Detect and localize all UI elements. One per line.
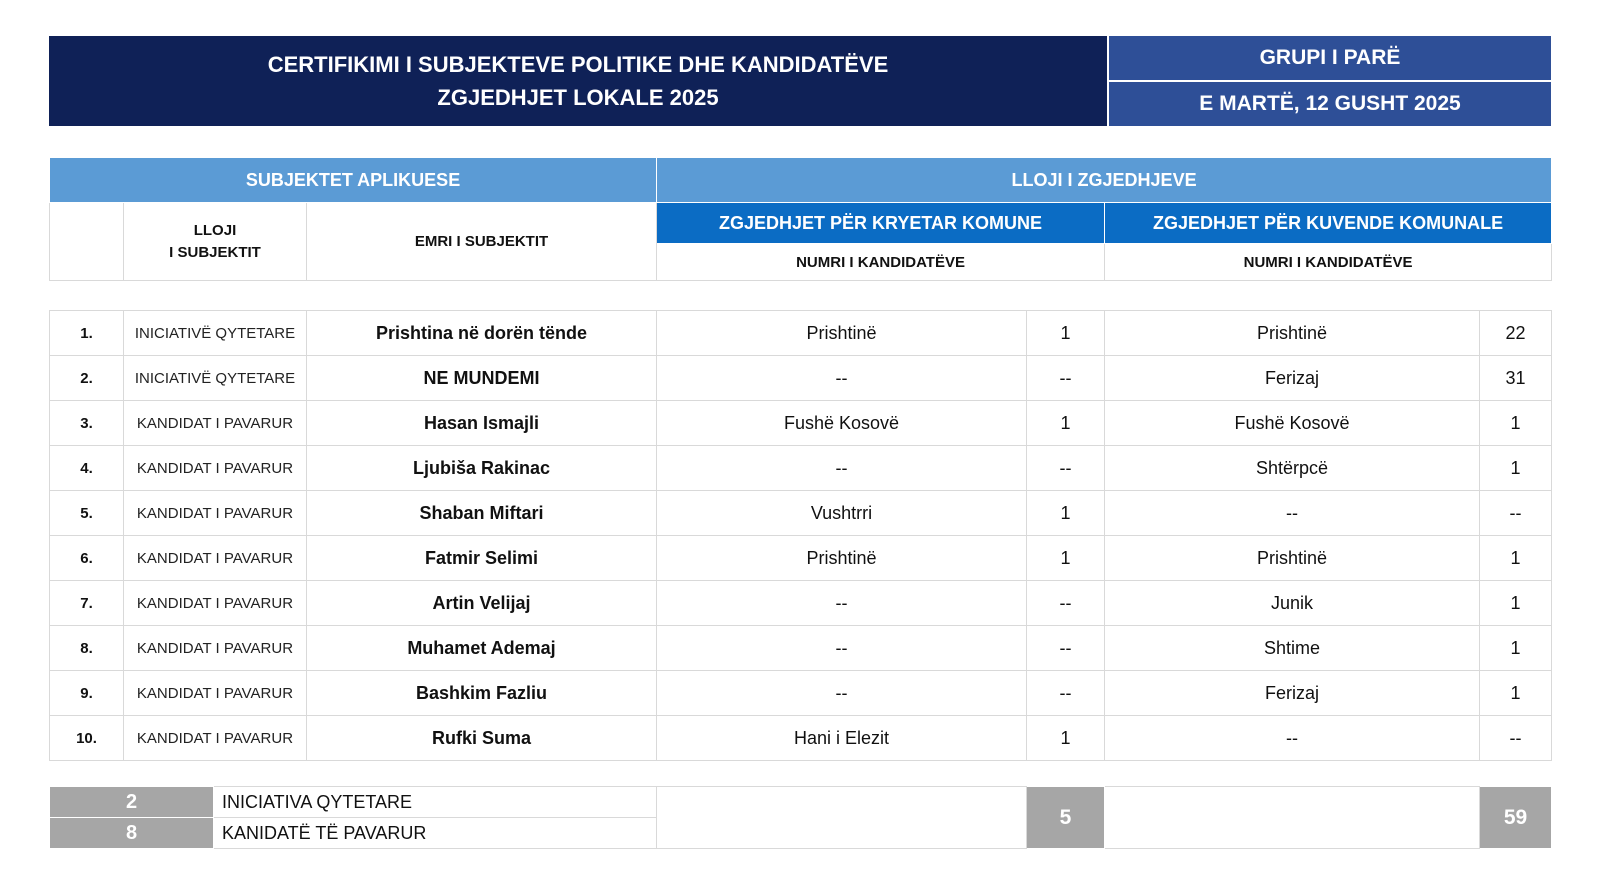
row-mayor-municipality: -- <box>657 581 1027 626</box>
table-row <box>50 626 1552 671</box>
mayor-total: 5 <box>1027 787 1105 849</box>
row-mayor-count: 1 <box>1027 311 1105 356</box>
initiatives-label: INICIATIVA QYTETARE <box>214 787 657 818</box>
election-type-header: LLOJI I ZGJEDHJEVE <box>657 158 1552 203</box>
row-mayor-count: 1 <box>1027 716 1105 761</box>
row-subject-name: Muhamet Ademaj <box>307 626 657 671</box>
row-assembly-municipality: Fushë Kosovë <box>1105 401 1480 446</box>
row-subject-type: KANDIDAT I PAVARUR <box>124 626 307 671</box>
independents-count: 8 <box>50 818 214 849</box>
row-assembly-municipality: Prishtinë <box>1105 536 1480 581</box>
row-subject-name: Rufki Suma <box>307 716 657 761</box>
row-number: 6. <box>50 536 124 581</box>
row-mayor-municipality: Prishtinë <box>657 311 1027 356</box>
row-subject-type: KANDIDAT I PAVARUR <box>124 716 307 761</box>
row-subject-name: Shaban Miftari <box>307 491 657 536</box>
table-row <box>50 671 1552 716</box>
row-mayor-count: -- <box>1027 581 1105 626</box>
row-assembly-count: -- <box>1480 716 1552 761</box>
row-number: 3. <box>50 401 124 446</box>
group-date-block <box>1109 36 1551 126</box>
row-subject-type: INICIATIVË QYTETARE <box>124 311 307 356</box>
row-number: 10. <box>50 716 124 761</box>
row-assembly-municipality: Shtime <box>1105 626 1480 671</box>
row-number: 4. <box>50 446 124 491</box>
assembly-total: 59 <box>1480 787 1552 849</box>
row-assembly-municipality: -- <box>1105 491 1480 536</box>
row-assembly-count: 22 <box>1480 311 1552 356</box>
table-row <box>50 356 1552 401</box>
number-header <box>50 203 124 281</box>
row-subject-name: Bashkim Fazliu <box>307 671 657 716</box>
row-assembly-count: -- <box>1480 491 1552 536</box>
subject-type-header: LLOJI I SUBJEKTIT <box>124 203 307 281</box>
row-number: 8. <box>50 626 124 671</box>
row-mayor-municipality: -- <box>657 626 1027 671</box>
row-assembly-count: 1 <box>1480 671 1552 716</box>
row-assembly-municipality: Ferizaj <box>1105 671 1480 716</box>
date-label: E MARTË, 12 GUSHT 2025 <box>1109 82 1551 126</box>
column-header <box>49 157 1551 281</box>
row-mayor-count: -- <box>1027 671 1105 716</box>
row-assembly-municipality: Shtërpcë <box>1105 446 1480 491</box>
table-row <box>50 401 1552 446</box>
page-header <box>49 36 1551 126</box>
initiatives-count: 2 <box>50 787 214 818</box>
group-label: GRUPI I PARË <box>1109 36 1551 80</box>
row-subject-type: KANDIDAT I PAVARUR <box>124 491 307 536</box>
table-row <box>50 536 1552 581</box>
table-row <box>50 311 1552 356</box>
row-mayor-municipality: Vushtrri <box>657 491 1027 536</box>
table-row <box>50 446 1552 491</box>
row-assembly-municipality: Prishtinë <box>1105 311 1480 356</box>
row-mayor-municipality: Fushë Kosovë <box>657 401 1027 446</box>
row-mayor-count: 1 <box>1027 401 1105 446</box>
subject-name-header: EMRI I SUBJEKTIT <box>307 203 657 281</box>
row-assembly-count: 1 <box>1480 536 1552 581</box>
row-subject-type: KANDIDAT I PAVARUR <box>124 671 307 716</box>
totals-mayor-spacer <box>657 787 1027 849</box>
row-mayor-municipality: -- <box>657 446 1027 491</box>
row-subject-name: Ljubiša Rakinac <box>307 446 657 491</box>
row-assembly-count: 1 <box>1480 581 1552 626</box>
totals-assembly-spacer <box>1105 787 1480 849</box>
row-mayor-count: 1 <box>1027 491 1105 536</box>
title-block <box>49 36 1107 126</box>
totals-table <box>49 786 1551 849</box>
row-assembly-count: 1 <box>1480 626 1552 671</box>
row-subject-type: INICIATIVË QYTETARE <box>124 356 307 401</box>
row-assembly-municipality: -- <box>1105 716 1480 761</box>
row-number: 5. <box>50 491 124 536</box>
row-number: 7. <box>50 581 124 626</box>
row-assembly-count: 1 <box>1480 446 1552 491</box>
mayor-count-header: NUMRI I KANDIDATËVE <box>657 244 1105 281</box>
row-number: 2. <box>50 356 124 401</box>
table-row <box>50 716 1552 761</box>
row-assembly-count: 1 <box>1480 401 1552 446</box>
row-mayor-municipality: -- <box>657 671 1027 716</box>
row-subject-type: KANDIDAT I PAVARUR <box>124 446 307 491</box>
table-row <box>50 491 1552 536</box>
row-subject-name: Prishtina në dorën tënde <box>307 311 657 356</box>
row-assembly-count: 31 <box>1480 356 1552 401</box>
row-number: 1. <box>50 311 124 356</box>
applicants-header: SUBJEKTET APLIKUESE <box>50 158 657 203</box>
row-mayor-municipality: Hani i Elezit <box>657 716 1027 761</box>
row-number: 9. <box>50 671 124 716</box>
row-assembly-municipality: Ferizaj <box>1105 356 1480 401</box>
page-title: CERTIFIKIMI I SUBJEKTEVE POLITIKE DHE KANDIDATËVE <box>267 52 889 77</box>
independents-label: KANIDATË TË PAVARUR <box>214 818 657 849</box>
row-assembly-municipality: Junik <box>1105 581 1480 626</box>
row-mayor-count: -- <box>1027 356 1105 401</box>
page-subtitle: ZGJEDHJET LOKALE 2025 <box>437 85 719 110</box>
row-subject-type: KANDIDAT I PAVARUR <box>124 581 307 626</box>
table-row <box>50 581 1552 626</box>
candidates-table <box>49 310 1551 761</box>
row-mayor-count: 1 <box>1027 536 1105 581</box>
row-subject-type: KANDIDAT I PAVARUR <box>124 401 307 446</box>
assembly-election-header: ZGJEDHJET PËR KUVENDE KOMUNALE <box>1105 203 1552 244</box>
row-subject-name: Fatmir Selimi <box>307 536 657 581</box>
row-subject-type: KANDIDAT I PAVARUR <box>124 536 307 581</box>
mayor-election-header: ZGJEDHJET PËR KRYETAR KOMUNE <box>657 203 1105 244</box>
row-subject-name: Artin Velijaj <box>307 581 657 626</box>
row-mayor-count: -- <box>1027 446 1105 491</box>
assembly-count-header: NUMRI I KANDIDATËVE <box>1105 244 1552 281</box>
row-mayor-municipality: Prishtinë <box>657 536 1027 581</box>
row-mayor-count: -- <box>1027 626 1105 671</box>
row-mayor-municipality: -- <box>657 356 1027 401</box>
row-subject-name: NE MUNDEMI <box>307 356 657 401</box>
row-subject-name: Hasan Ismajli <box>307 401 657 446</box>
